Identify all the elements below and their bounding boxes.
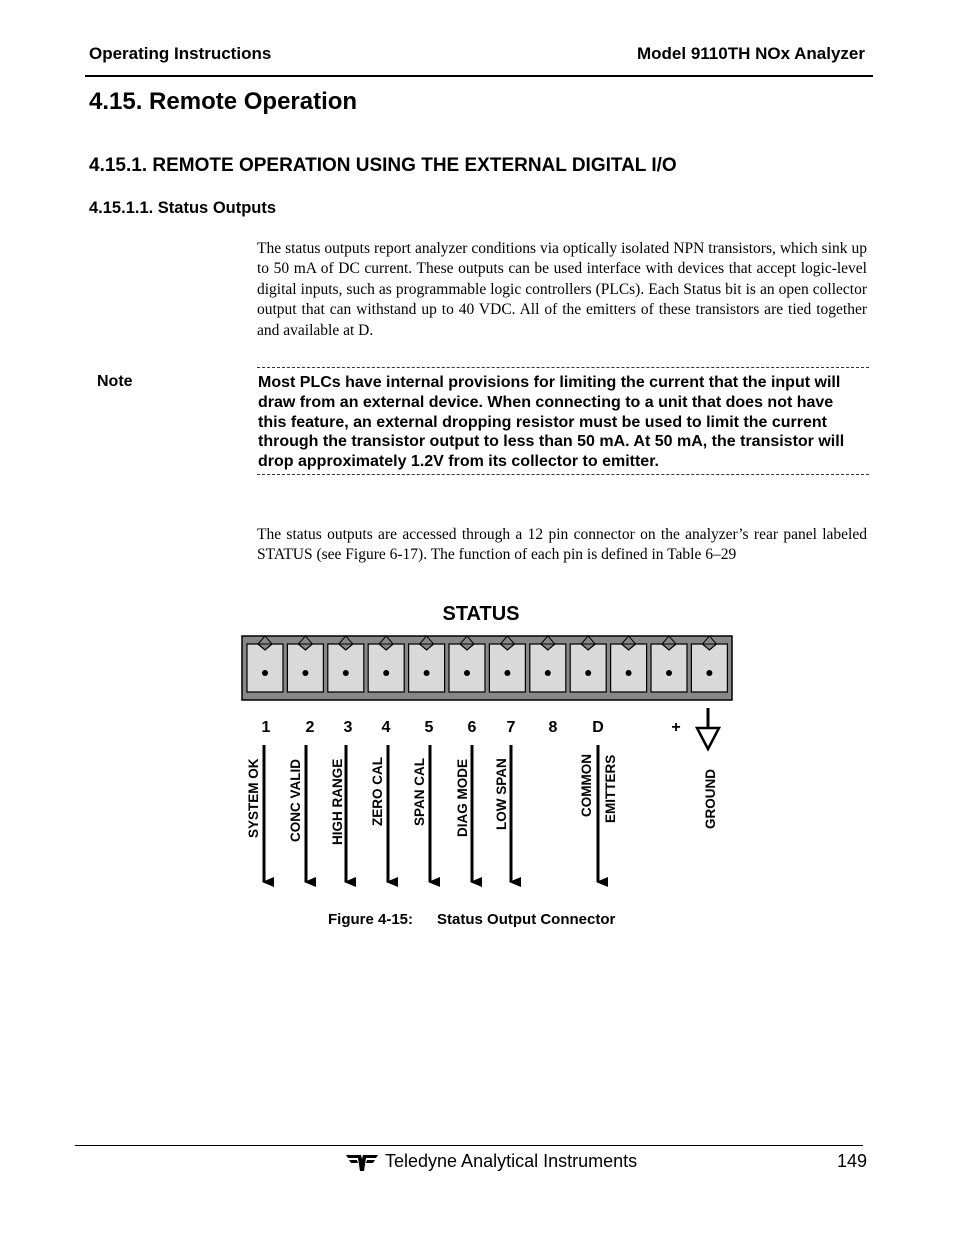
pin-label: D <box>592 719 604 736</box>
connector-pin <box>570 636 606 692</box>
connector-pin <box>287 636 323 692</box>
signal-label: SYSTEM OK <box>246 758 261 838</box>
signal-label: CONC VALID <box>288 759 303 842</box>
common-label: COMMON <box>579 754 594 817</box>
pin-label: 7 <box>506 719 516 736</box>
subsection-heading: 4.15.1. REMOTE OPERATION USING THE EXTERNAL DIGITAL I/O <box>89 155 677 176</box>
connector-pin <box>611 636 647 692</box>
header-left-title: Operating Instructions <box>89 44 272 63</box>
signal-label: HIGH RANGE <box>330 758 345 845</box>
ground-symbol-icon <box>697 708 719 749</box>
pin-label: 5 <box>424 719 434 736</box>
pin-label: 1 <box>261 719 271 736</box>
connector-pin <box>651 636 687 692</box>
signal-labels <box>246 754 718 845</box>
pin-label: 8 <box>548 719 558 736</box>
note-label: Note <box>97 373 133 390</box>
subsubsection-heading: 4.15.1.1. Status Outputs <box>89 199 277 217</box>
pin-label: + <box>671 719 681 736</box>
connector-pin <box>691 636 727 692</box>
footer-brand <box>345 1151 637 1172</box>
teledyne-logo-icon <box>345 1152 379 1172</box>
signal-label: SPAN CAL <box>412 757 427 826</box>
status-outputs-paragraph: The status outputs report analyzer conditions via optically isolated NPN transistors, which sink up to 50 mA of DC current. These outputs can be used interface with devices that accept logic-level digital inputs, such as programmable logic controllers (PLCs). Each Status bit is an open collector output that can withstand up to 40 VDC. All of the emitters of these transistors are tied together and available at D. <box>257 240 867 339</box>
signal-label: LOW SPAN <box>494 758 509 830</box>
ground-label: GROUND <box>703 769 718 829</box>
note-text: Most PLCs have internal provisions for limiting the current that the input will draw from an external device. When connecting to a unit that does not have this feature, an external dropping resistor must be used to limit the current through the transistor output to less than 50 mA. At 50 mA, the transistor will drop approximately 1.2V from its collector to emitter. <box>258 374 845 471</box>
emitters-label: EMITTERS <box>603 754 618 823</box>
signal-label: ZERO CAL <box>370 757 385 826</box>
connector-pin <box>368 636 404 692</box>
section-heading: 4.15. Remote Operation <box>89 88 358 115</box>
pin-label: 2 <box>305 719 315 736</box>
connector-pin <box>489 636 525 692</box>
figure-caption-title: Status Output Connector <box>437 911 616 928</box>
footer-divider <box>75 1145 863 1146</box>
figure-caption <box>328 911 615 928</box>
connector-pin <box>247 636 283 692</box>
signal-arrows <box>264 745 598 882</box>
connector-pin <box>409 636 445 692</box>
pin-label: 6 <box>467 719 477 736</box>
signal-label: DIAG MODE <box>455 758 470 837</box>
figure-caption-number: Figure 4-15: <box>328 911 414 928</box>
connector-pin <box>449 636 485 692</box>
pin-label: 4 <box>381 719 391 736</box>
pin-label: 3 <box>343 719 353 736</box>
connector-paragraph: The status outputs are accessed through a 12 pin connector on the analyzer’s rear panel labeled STATUS (see Figure 6-17). The function of each pin is defined in Table 6–29 <box>257 526 867 564</box>
connector-pin <box>530 636 566 692</box>
pin-number-labels <box>262 719 681 736</box>
header-right-title: Model 9110TH NOx Analyzer <box>636 44 865 63</box>
connector-pin <box>328 636 364 692</box>
figure-title: STATUS <box>442 603 520 625</box>
page-number: 149 <box>836 1151 867 1171</box>
footer-company: Teledyne Analytical Instruments <box>385 1151 638 1171</box>
